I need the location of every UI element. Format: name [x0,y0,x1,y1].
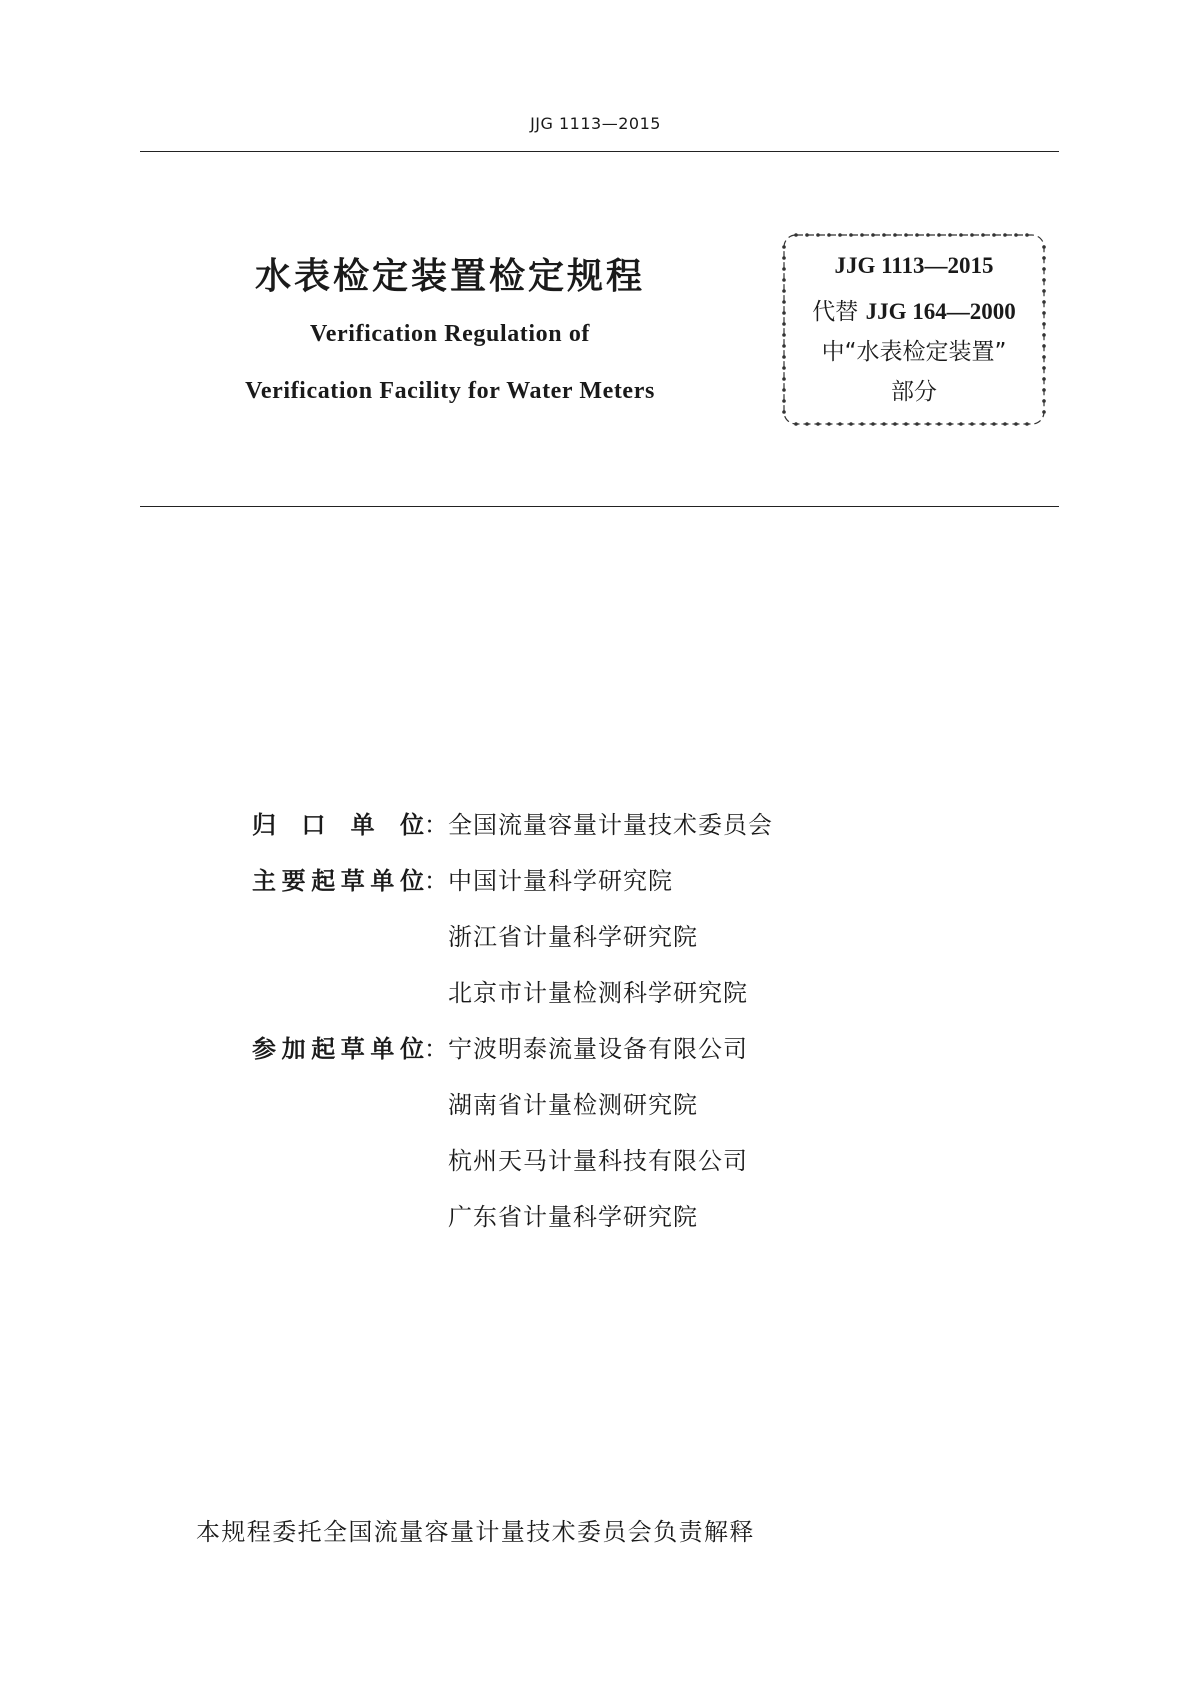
title-english-line-2: Verification Facility for Water Meters [245,378,655,404]
border-dot [782,366,786,370]
border-dot [1003,422,1007,426]
border-dot [959,422,963,426]
responsible-unit-label: 归 口 单 位 [252,810,424,839]
border-dot [948,233,952,237]
main-drafting-row: 主 要 起 草 单 位 ： 中国计量科学研究院 [252,850,673,906]
border-dot [926,233,930,237]
replaces-line: 代替 JJG 164—2000 [812,299,1016,325]
participating-drafting-label: 参 加 起 草 单 位 [252,1034,424,1063]
border-dot [1003,233,1007,237]
participating-drafting-row [252,1186,698,1242]
border-dot [782,245,786,249]
border-dot [838,233,842,237]
border-dot [970,233,974,237]
border-dot [882,233,886,237]
border-dot [794,422,798,426]
border-dot [805,233,809,237]
participating-drafting-row: 参 加 起 草 单 位 ： 宁波明泰流量设备有限公司 [252,1018,748,1074]
border-dot [805,422,809,426]
replaces-suffix: 部分 [891,379,937,405]
standard-code: JJG 1113—2015 [834,253,994,278]
participating-drafting-unit: 杭州天马计量科技有限公司 [448,1146,748,1175]
border-dot [871,422,875,426]
border-dot [915,422,919,426]
border-dot [1025,422,1029,426]
border-dot [1014,422,1018,426]
border-dot [1042,366,1046,370]
border-dot [915,233,919,237]
border-dot [1042,410,1046,414]
border-dot [937,422,941,426]
participating-drafting-unit: 湖南省计量检测研究院 [448,1090,698,1119]
border-dot [882,422,886,426]
interpretation-note: 本规程委托全国流量容量计量技术委员会负责解释 [196,1518,755,1546]
border-dot [959,233,963,237]
border-dot [838,422,842,426]
border-dot [827,422,831,426]
border-dot [1025,233,1029,237]
participating-drafting-row [252,1074,698,1130]
border-dot [816,422,820,426]
border-dot [992,422,996,426]
border-dot [794,233,798,237]
border-dot [981,422,985,426]
main-drafting-row [252,962,748,1018]
running-header: JJG 1113—2015 [530,114,661,133]
title-chinese: 水表检定装置检定规程 [254,256,645,297]
responsible-unit-value: 全国流量容量计量技术委员会 [448,810,773,839]
border-dot [816,233,820,237]
border-dot [860,422,864,426]
responsible-unit-row: 归 口 单 位 ： 全国流量容量计量技术委员会 [252,794,773,850]
replaces-part: 中“水表检定装置” [821,339,1007,365]
border-dot [871,233,875,237]
title-divider [140,506,1059,507]
participating-drafting-unit: 广东省计量科学研究院 [448,1202,698,1231]
border-dot [948,422,952,426]
title-english-line-1: Verification Regulation of [309,321,591,347]
border-dot [849,233,853,237]
participating-drafting-unit: 宁波明泰流量设备有限公司 [448,1034,748,1063]
header-divider [140,151,1059,152]
border-dot [849,422,853,426]
border-dot [981,233,985,237]
main-drafting-row [252,906,698,962]
border-dot [926,422,930,426]
border-dot [992,233,996,237]
border-dot [1014,233,1018,237]
border-dot [893,233,897,237]
border-dot [782,410,786,414]
border-dot [904,422,908,426]
main-drafting-label: 主 要 起 草 单 位 [252,866,424,895]
main-drafting-unit: 北京市计量检测科学研究院 [448,978,748,1007]
border-dot [893,422,897,426]
participating-drafting-row [252,1130,748,1186]
border-dot [904,233,908,237]
border-dot [860,233,864,237]
main-drafting-unit: 浙江省计量科学研究院 [448,922,698,951]
standard-number-box [778,229,1050,430]
border-dot [1042,245,1046,249]
border-dot [937,233,941,237]
main-drafting-unit: 中国计量科学研究院 [448,866,673,895]
border-dot [827,233,831,237]
border-dot [970,422,974,426]
